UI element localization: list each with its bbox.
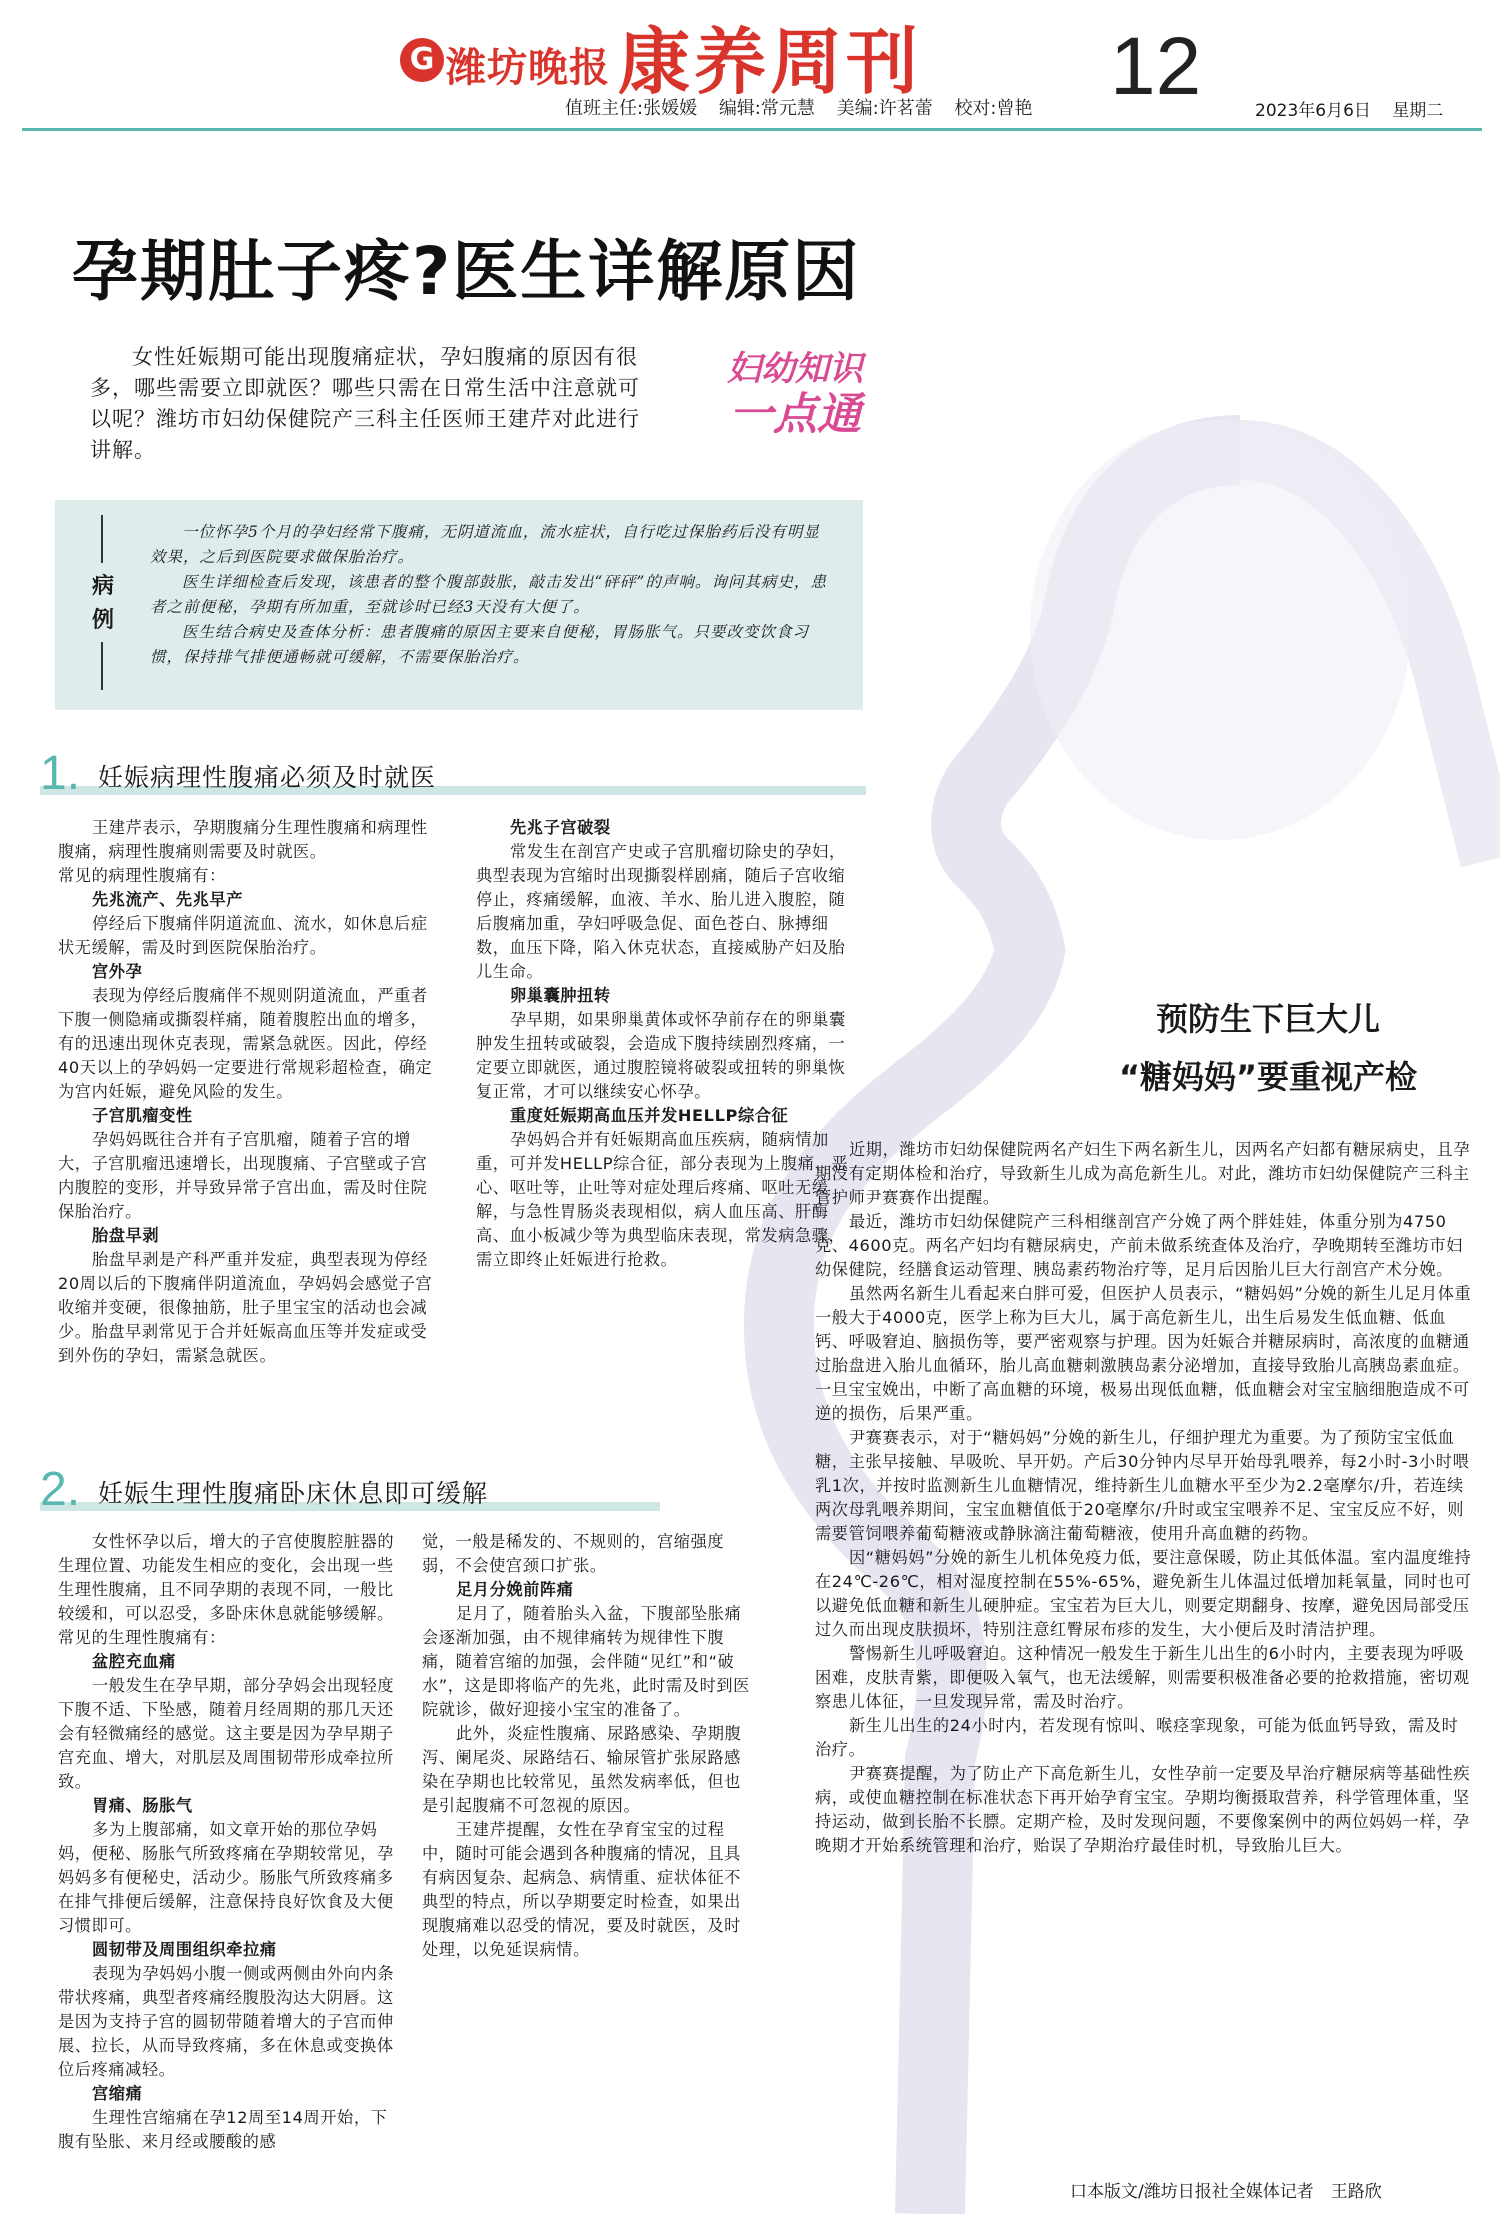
credit-item: 美编:许茗蕾 bbox=[836, 98, 933, 119]
section-2-column-1 bbox=[58, 1530, 403, 2154]
article-paragraph: 女性怀孕以后，增大的子宫使腹腔脏器的生理位置、功能发生相应的变化，会出现一些生理性腹痛，且不同孕期的表现不同，一般比较缓和，可以忍受，多卧床休息就能够缓解。常见的生理性腹痛有： bbox=[58, 1532, 395, 1647]
subheading: 宫外孕 bbox=[92, 962, 143, 981]
case-paragraph: 医生结合病史及查体分析：患者腹痛的原因主要来自便秘，胃肠胀气。只要改变饮食习惯，保持排气排便通畅就可缓解，不需要保胎治疗。 bbox=[150, 623, 810, 666]
article-paragraph: 孕妈妈既往合并有子宫肌瘤，随着子宫的增大，子宫肌瘤迅速增长，出现腹痛、子宫壁或子宫内腹腔的变形，并导致异常子宫出血，需及时住院保胎治疗。 bbox=[58, 1130, 428, 1221]
article-paragraph: 孕早期，如果卵巢黄体或怀孕前存在的卵巢囊肿发生扭转或破裂，会造成下腹持续剧烈疼痛，一定要立即就医，通过腹腔镜将破裂或扭转的卵巢恢复正常，才可以继续安心怀孕。 bbox=[476, 1010, 846, 1101]
article-paragraph: 停经后下腹痛伴阴道流血、流水，如休息后症状无缓解，需及时到医院保胎治疗。 bbox=[58, 914, 428, 957]
section-number: 1. bbox=[40, 747, 81, 800]
credit-item: 编辑:常元慧 bbox=[718, 98, 815, 119]
article-paragraph: 尹赛赛表示，对于“糖妈妈”分娩的新生儿，仔细护理尤为重要。为了预防宝宝低血糖，主张早接触、早吸吮、早开奶。产后30分钟内尽早开始母乳喂养，每2小时-3小时喂乳1次，并按时监测新生儿血糖情况，维持新生儿血糖水平至少为2.2毫摩尔/升，若连续两次母乳喂养期间，宝宝血糖值低于20毫摩尔/升时或宝宝喂养不足、宝宝反应不好，则需要管饲喂养葡萄糖液或静脉滴注葡萄糖液，使用升高血糖的药物。 bbox=[815, 1428, 1470, 1543]
section-1-column-2 bbox=[476, 816, 861, 1272]
masthead bbox=[0, 0, 1500, 140]
article-paragraph: 虽然两名新生儿看起来白胖可爱，但医护人员表示，“糖妈妈”分娩的新生儿足月体重一般大于4000克，医学上称为巨大儿，属于高危新生儿，出生后易发生低血糖、低血钙、呼吸窘迫、脑损伤等，要严密观察与护理。因为妊娠合并糖尿病时，高浓度的血糖通过胎盘进入胎儿血循环，胎儿高血糖刺激胰岛素分泌增加，直接导致胎儿高胰岛素血症。一旦宝宝娩出，中断了高血糖的环境，极易出现低血糖，低血糖会对宝宝脑细胞造成不可逆的损伤，后果严重。 bbox=[815, 1284, 1472, 1423]
article-paragraph: 常发生在剖宫产史或子宫肌瘤切除史的孕妇，典型表现为宫缩时出现撕裂样剧痛，随后子宫收缩停止，疼痛缓解，血液、羊水、胎儿进入腹腔，随后腹痛加重，孕妇呼吸急促、面色苍白、脉搏细数，血压下降，陷入休克状态，直接威胁产妇及胎儿生命。 bbox=[476, 842, 846, 981]
stamp-line-1: 妇幼知识 bbox=[727, 349, 863, 389]
article-paragraph: 孕妈妈合并有妊娠期高血压疾病，随病情加重，可并发HELLP综合征，部分表现为上腹痛、恶心、呕吐等，止吐等对症处理后疼痛、呕吐无缓解，与急性胃肠炎表现相似，病人血压高、肝酶高、血小板减少等为典型临床表现，常发病急骤，需立即终止妊娠进行抢救。 bbox=[476, 1130, 849, 1269]
section-2-column-2 bbox=[422, 1530, 752, 1962]
subheading: 圆韧带及周围组织牵拉痛 bbox=[92, 1940, 277, 1959]
editorial-credits bbox=[565, 94, 1049, 120]
column-stamp bbox=[715, 346, 875, 438]
article-paragraph: 表现为停经后腹痛伴不规则阴道流血，严重者下腹一侧隐痛或撕裂样痛，随着腹腔出血的增多，有的迅速出现休克表现，需紧急就医。因此，停经40天以上的孕妈妈一定要进行常规彩超检查，确定为宫内妊娠，避免风险的发生。 bbox=[58, 986, 433, 1101]
section-2-header bbox=[40, 1463, 660, 1516]
case-paragraph: 一位怀孕5个月的孕妇经常下腹痛，无阴道流血，流水症状，自行吃过保胎药后没有明显效果，之后到医院要求做保胎治疗。 bbox=[150, 523, 820, 566]
subheading: 先兆子宫破裂 bbox=[510, 818, 611, 837]
article-paragraph: 此外，炎症性腹痛、尿路感染、孕期腹泻、阑尾炎、尿路结石、输尿管扩张尿路感染在孕期也比较常见，虽然发病率低，但也是引起腹痛不可忽视的原因。 bbox=[422, 1724, 742, 1815]
paper-name: 潍坊晚报 bbox=[446, 44, 610, 91]
article-paragraph: 觉，一般是稀发的、不规则的，宫缩强度弱，不会使宫颈口扩张。 bbox=[422, 1532, 725, 1575]
subheading: 足月分娩前阵痛 bbox=[456, 1580, 574, 1599]
article-paragraph: 近期，潍坊市妇幼保健院两名产妇生下两名新生儿，因两名产妇都有糖尿病史，且孕期没有定期体检和治疗，导致新生儿成为高危新生儿。对此，潍坊市妇幼保健院产三科主管护师尹赛赛作出提醒。 bbox=[815, 1140, 1471, 1207]
article-paragraph: 生理性宫缩痛在孕12周至14周开始，下腹有坠胀、来月经或腰酸的感 bbox=[58, 2108, 388, 2151]
lead-paragraph: 女性妊娠期可能出现腹痛症状，孕妇腹痛的原因有很多，哪些需要立即就医？哪些只需在日常生活中注意就可以呢？潍坊市妇幼保健院产三科主任医师王建芹对此进行讲解。 bbox=[90, 345, 640, 462]
side-title-line-2: “糖妈妈”要重视产检 bbox=[1118, 1058, 1418, 1096]
section-title: 妊娠病理性腹痛必须及时就医 bbox=[98, 763, 437, 792]
article-paragraph: 警惕新生儿呼吸窘迫。这种情况一般发生于新生儿出生的6小时内，主要表现为呼吸困难，皮肤青紫，即便吸入氧气，也无法缓解，则需要积极准备必要的抢救措施，密切观察患儿体征，一旦发现异常，需及时治疗。 bbox=[815, 1644, 1470, 1711]
side-article-title bbox=[1068, 990, 1468, 1106]
case-text bbox=[150, 520, 830, 670]
page-number: 12 bbox=[1110, 21, 1202, 112]
article-paragraph: 最近，潍坊市妇幼保健院产三科相继剖宫产分娩了两个胖娃娃，体重分别为4750克、4600克。两名产妇均有糖尿病史，产前未做系统查体及治疗，孕晚期转至潍坊市妇幼保健院，经膳食运动管理、胰岛素药物治疗等，足月后因胎儿巨大行剖宫产术分娩。 bbox=[815, 1212, 1463, 1279]
byline: 口本版文/潍坊日报社全媒体记者 王路欣 bbox=[1070, 2182, 1382, 2202]
article-paragraph: 常见的病理性腹痛有： bbox=[58, 866, 226, 885]
section-1-column-1 bbox=[58, 816, 438, 1368]
article-paragraph: 尹赛赛提醒，为了防止产下高危新生儿，女性孕前一定要及早治疗糖尿病等基础性疾病，或使血糖控制在标准状态下再开始孕育宝宝。孕期均衡摄取营养，科学管理体重，坚持运动，做到长胎不长膘。定期产检，及时发现问题，不要像案例中的两位妈妈一样，孕晚期才开始系统管理和治疗，贻误了孕期治疗最佳时机，导致胎儿巨大。 bbox=[815, 1764, 1471, 1855]
case-paragraph: 医生详细检查后发现，该患者的整个腹部鼓胀，敲击发出“砰砰”的声响。询问其病史，患者之前便秘，孕期有所加重，至就诊时已经3天没有大便了。 bbox=[150, 573, 827, 616]
date-text: 2023年6月6日 bbox=[1255, 101, 1371, 121]
section-title: 妊娠生理性腹痛卧床休息即可缓解 bbox=[98, 1479, 489, 1508]
side-title-line-1: 预防生下巨大儿 bbox=[1155, 1000, 1380, 1038]
stamp-line-2: 一点通 bbox=[729, 389, 861, 440]
article-paragraph: 多为上腹部痛，如文章开始的那位孕妈妈，便秘、肠胀气所致疼痛在孕期较常见，孕妈妈多有便秘史，活动少。肠胀气所致疼痛多在排气排便后缓解，注意保持良好饮食及大便习惯即可。 bbox=[58, 1820, 394, 1935]
subheading: 子宫肌瘤变性 bbox=[92, 1106, 193, 1125]
page-title: 孕期肚子疼?医生详解原因 bbox=[72, 233, 861, 310]
subheading: 胃痛、肠胀气 bbox=[92, 1796, 193, 1815]
publication-date bbox=[1255, 96, 1459, 121]
side-article-body bbox=[815, 1138, 1475, 1858]
case-divider bbox=[101, 642, 103, 690]
subheading: 宫缩痛 bbox=[92, 2084, 143, 2103]
article-paragraph: 表现为孕妈妈小腹一侧或两侧由外向内条带状疼痛，典型者疼痛经腹股沟达大阴唇。这是因为支持子宫的圆韧带随着增大的子宫而伸展、拉长，从而导致疼痛，多在休息或变换体位后疼痛减轻。 bbox=[58, 1964, 395, 2079]
subheading: 胎盘早剥 bbox=[92, 1226, 160, 1245]
article-paragraph: 因“糖妈妈”分娩的新生儿机体免疫力低，要注意保暖，防止其低体温。室内温度维持在24℃-26℃，相对湿度控制在55%-65%，避免新生儿体温过低增加耗氧量，同时也可以避免低血糖和新生儿硬肿症。宝宝若为巨大儿，则要定期翻身、按摩，避免因局部受压过久而出现皮肤损坏，特别注意红臀尿布疹的发生，大小便后及时清洁护理。 bbox=[815, 1548, 1472, 1639]
subheading: 卵巢囊肿扭转 bbox=[510, 986, 611, 1005]
section-1-header bbox=[40, 747, 866, 800]
article-paragraph: 王建芹提醒，女性在孕育宝宝的过程中，随时可能会遇到各种腹痛的情况，且具有病因复杂、起病急、病情重、症状体征不典型的特点，所以孕期要定时检查，如果出现腹痛难以忍受的情况，要及时就医，及时处理，以免延误病情。 bbox=[422, 1820, 741, 1959]
subheading: 盆腔充血痛 bbox=[92, 1652, 176, 1671]
paper-logo-icon: G bbox=[400, 38, 444, 82]
case-label: 病例 bbox=[91, 574, 114, 633]
section-name: 康养周刊 bbox=[618, 19, 923, 104]
section-number: 2. bbox=[40, 1463, 81, 1516]
masthead-rule bbox=[22, 128, 1482, 131]
subheading: 先兆流产、先兆早产 bbox=[92, 890, 244, 909]
weekday-text: 星期二 bbox=[1392, 101, 1444, 121]
case-divider bbox=[101, 515, 103, 563]
credit-item: 校对:曾艳 bbox=[954, 98, 1033, 119]
article-paragraph: 胎盘早剥是产科严重并发症，典型表现为停经20周以后的下腹痛伴阴道流血，孕妈妈会感觉子宫收缩并变硬，很像抽筋，肚子里宝宝的活动也会减少。胎盘早剥常见于合并妊娠高血压等并发症或受到外伤的孕妇，需紧急就医。 bbox=[58, 1250, 433, 1365]
credit-item: 值班主任:张媛媛 bbox=[565, 98, 698, 119]
article-paragraph: 新生儿出生的24小时内，若发现有惊叫、喉痉挛现象，可能为低血钙导致，需及时治疗。 bbox=[815, 1716, 1459, 1759]
article-paragraph: 一般发生在孕早期，部分孕妈会出现轻度下腹不适、下坠感，随着月经周期的那几天还会有轻微痛经的感觉。这主要是因为孕早期子宫充血、增大，对肌层及周围韧带形成牵拉所致。 bbox=[58, 1676, 395, 1791]
article-paragraph: 王建芹表示，孕期腹痛分生理性腹痛和病理性腹痛，病理性腹痛则需要及时就医。 bbox=[58, 818, 428, 861]
article-paragraph: 足月了，随着胎头入盆，下腹部坠胀痛会逐渐加强，由不规律痛转为规律性下腹痛，随着宫缩的加强，会伴随“见红”和“破水”，这是即将临产的先兆，此时需及时到医院就诊，做好迎接小宝宝的准备了。 bbox=[422, 1604, 750, 1719]
subheading: 重度妊娠期高血压并发HELLP综合征 bbox=[510, 1106, 789, 1125]
